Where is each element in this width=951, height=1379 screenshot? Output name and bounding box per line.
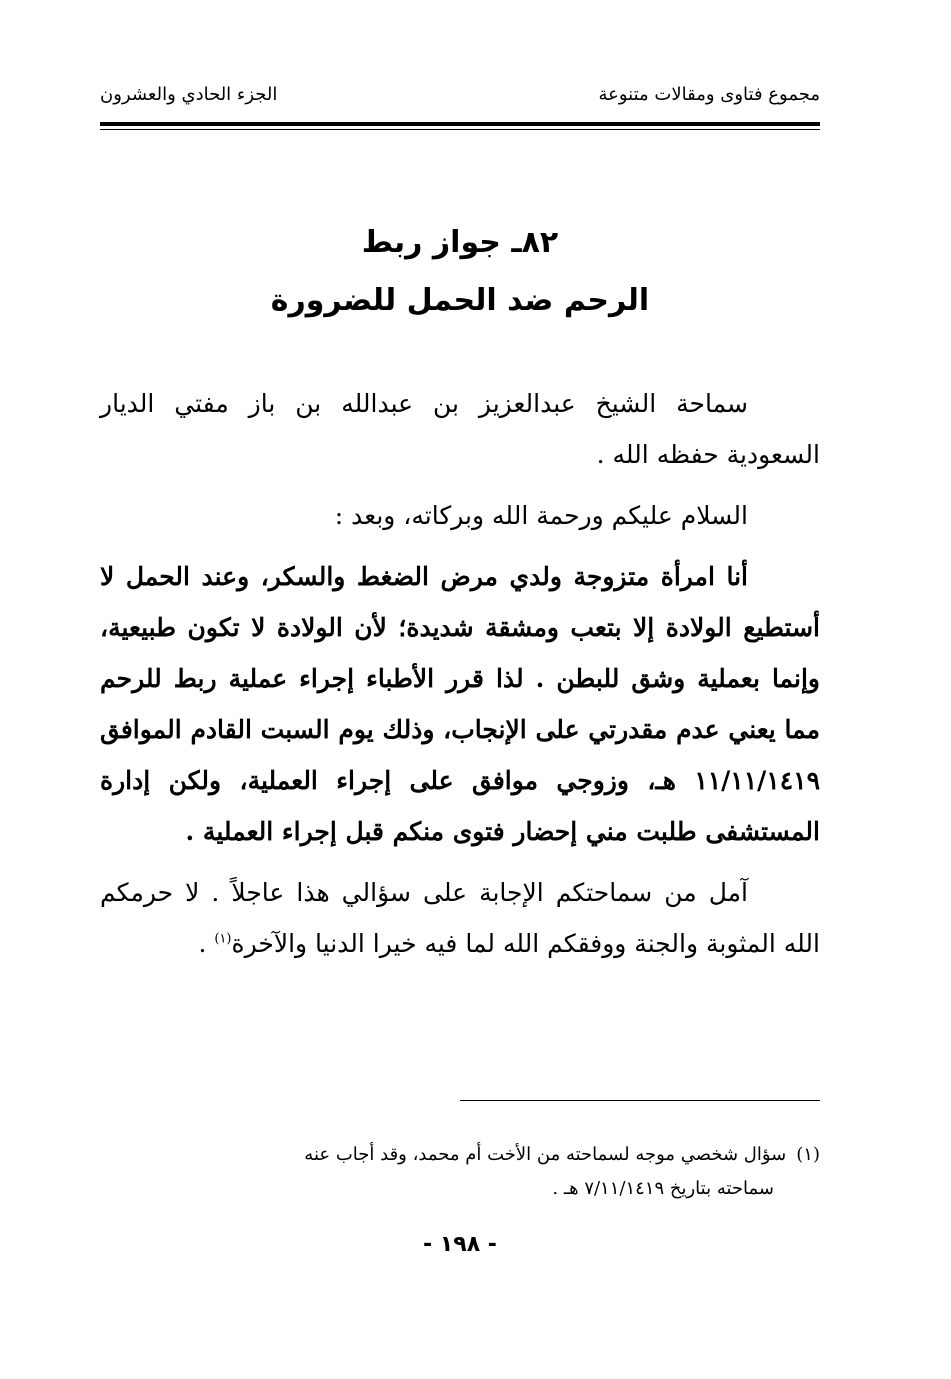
footnote-text-2: سماحته بتاريخ ٧/١١/١٤١٩ هـ .: [552, 1178, 774, 1199]
footnote-number: (١): [796, 1144, 820, 1165]
closing-paragraph: [100, 867, 820, 969]
footnote-text-1: سؤال شخصي موجه لسماحته من الأخت أم محمد، وقد أجاب عنه: [304, 1144, 787, 1165]
fatwa-body: [100, 378, 820, 979]
header-rule-thick: [100, 122, 820, 126]
running-header: [100, 84, 820, 116]
header-book-title: مجموع فتاوى ومقالات متنوعة: [598, 84, 820, 105]
header-volume: الجزء الحادي والعشرون: [100, 84, 278, 105]
footnote-line-1: [100, 1138, 820, 1172]
closing-text: آمل من سماحتكم الإجابة على سؤالي هذا عاجلاً . لا حرمكم الله المثوبة والجنة ووفقكم الله لما فيه خيرا الدنيا والآخرة: [100, 878, 820, 958]
closing-period: .: [198, 929, 215, 958]
title-line-1: ٨٢ـ جواز ربط: [361, 225, 559, 260]
footnote-rule: [460, 1100, 820, 1101]
page-number: - ١٩٨ -: [423, 1232, 497, 1257]
greeting-paragraph: السلام عليكم ورحمة الله وبركاته، وبعد :: [334, 501, 748, 530]
title-line-2: الرحم ضد الحمل للضرورة: [270, 283, 650, 318]
fatwa-title: [100, 214, 820, 330]
footnote: [100, 1138, 820, 1206]
header-rule-thin: [100, 129, 820, 130]
footnote-reference: (١): [214, 931, 232, 947]
address-paragraph: سماحة الشيخ عبدالعزيز بن عبدالله بن باز مفتي الديار السعودية حفظه الله .: [100, 389, 820, 469]
question-paragraph: أنا امرأة متزوجة ولدي مرض الضغط والسكر، وعند الحمل لا أستطيع الولادة إلا بتعب ومشقة شديدة؛ لأن الولادة لا تكون طبيعية، وإنما بعملية وشق للبطن . لذا قرر الأطباء إجراء عملية ربط للرحم مما يعني عدم مقدرتي على الإنجاب، وذلك يوم السبت القادم الموافق ١١/١١/١٤١٩ هـ، وزوجي موافق على إجراء العملية، ولكن إدارة المستشفى طلبت مني إحضار فتوى منكم قبل إجراء العملية .: [100, 562, 820, 846]
